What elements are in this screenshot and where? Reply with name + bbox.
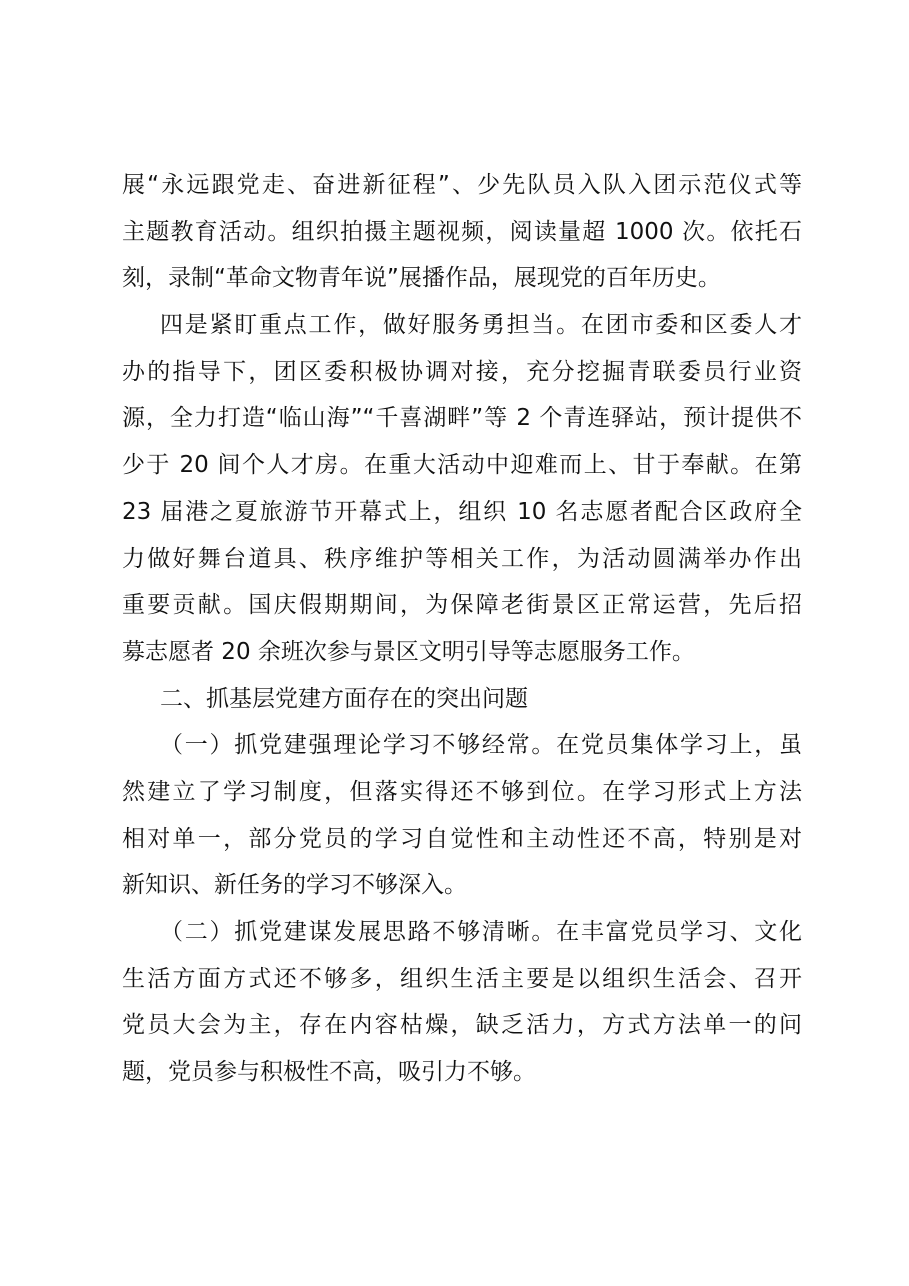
text-line: 23 届港之夏旅游节开幕式上，组织 10 名志愿者配合区政府全	[122, 498, 802, 525]
section-heading: 二、抓基层党建方面存在的突出问题	[160, 685, 528, 712]
text-line: 展“永远跟党走、奋进新征程”、少先队员入队入团示范仪式等	[122, 172, 802, 198]
document-body	[122, 162, 802, 1096]
text-line: 然建立了学习制度，但落实得还不够到位。在学习形式上方法	[122, 778, 802, 805]
text-line: 重要贡献。国庆假期期间，为保障老街景区正常运营，先后招	[122, 592, 802, 619]
text-line: 刻，录制“革命文物青年说”展播作品，展现党的百年历史。	[122, 265, 721, 292]
text-line: 源，全力打造“临山海”“千喜湖畔”等 2 个青连驿站，预计提供不	[122, 405, 802, 432]
paragraph-start-line: （一）抓党建强理论学习不够经常。在党员集体学习上，虽	[160, 732, 802, 759]
text-line: 主题教育活动。组织拍摄主题视频，阅读量超 1000 次。依托石	[122, 218, 802, 245]
text-line: 募志愿者 20 余班次参与景区文明引导等志愿服务工作。	[122, 638, 695, 665]
text-line: 新知识、新任务的学习不够深入。	[122, 872, 467, 899]
text-line: 生活方面方式还不够多，组织生活主要是以组织生活会、召开	[122, 965, 802, 992]
text-line: 少于 20 间个人才房。在重大活动中迎难而上、甘于奉献。在第	[122, 452, 802, 479]
paragraph-start-line: （二）抓党建谋发展思路不够清晰。在丰富党员学习、文化	[160, 919, 802, 945]
paragraph-start-line: 四是紧盯重点工作，做好服务勇担当。在团市委和区委人才	[160, 312, 802, 339]
text-line: 力做好舞台道具、秩序维护等相关工作，为活动圆满举办作出	[122, 545, 802, 572]
text-line: 题，党员参与积极性不高，吸引力不够。	[122, 1059, 536, 1086]
text-line: 办的指导下，团区委积极协调对接，充分挖掘青联委员行业资	[122, 358, 802, 385]
text-line: 相对单一，部分党员的学习自觉性和主动性还不高，特别是对	[122, 825, 802, 852]
text-line: 党员大会为主，存在内容枯燥，缺乏活力，方式方法单一的问	[122, 1012, 802, 1039]
